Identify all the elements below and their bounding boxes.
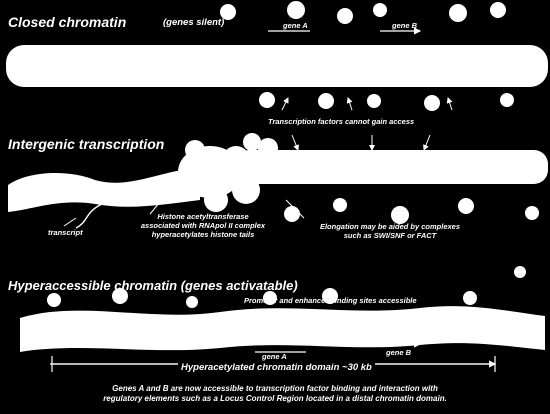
gene-a-label-closed: gene A <box>283 21 308 30</box>
closed-chromatin-title: Closed chromatin <box>8 14 127 30</box>
intergenic-factors <box>284 198 539 224</box>
footer-caption: Genes A and B are now accessible to transcription factor binding and interaction with regulatory elements such as a Locus Control Region located in a distal chromatin domain. <box>103 384 447 403</box>
tf-access-note: Transcription factors cannot gain access <box>268 117 415 126</box>
gene-b-label-hyper: gene B <box>386 348 412 357</box>
hyperaccessible-fiber <box>20 306 545 352</box>
hat-note: Histone acetyltransferase associated with RNApol II complex hyperacetylates histone tails <box>140 212 266 239</box>
closed-chromatin-subtitle: (genes silent) <box>163 17 225 28</box>
hyperaccessible-title: Hyperaccessible chromatin (genes activatable) <box>8 278 298 293</box>
intergenic-title: Intergenic transcription <box>8 136 165 152</box>
gene-b-label-closed: gene B <box>392 21 418 30</box>
elongation-note: Elongation may be aided by complexes such as SWI/SNF or FACT <box>319 222 461 240</box>
gene-a-label-hyper: gene A <box>262 352 287 361</box>
promoter-note: Promoter and enhancer binding sites accessible <box>244 296 417 305</box>
transcript-label: transcript <box>48 228 83 237</box>
domain-label: Hyperacetylated chromatin domain ~30 kb <box>178 362 375 373</box>
closed-chromatin-fiber <box>6 45 548 87</box>
